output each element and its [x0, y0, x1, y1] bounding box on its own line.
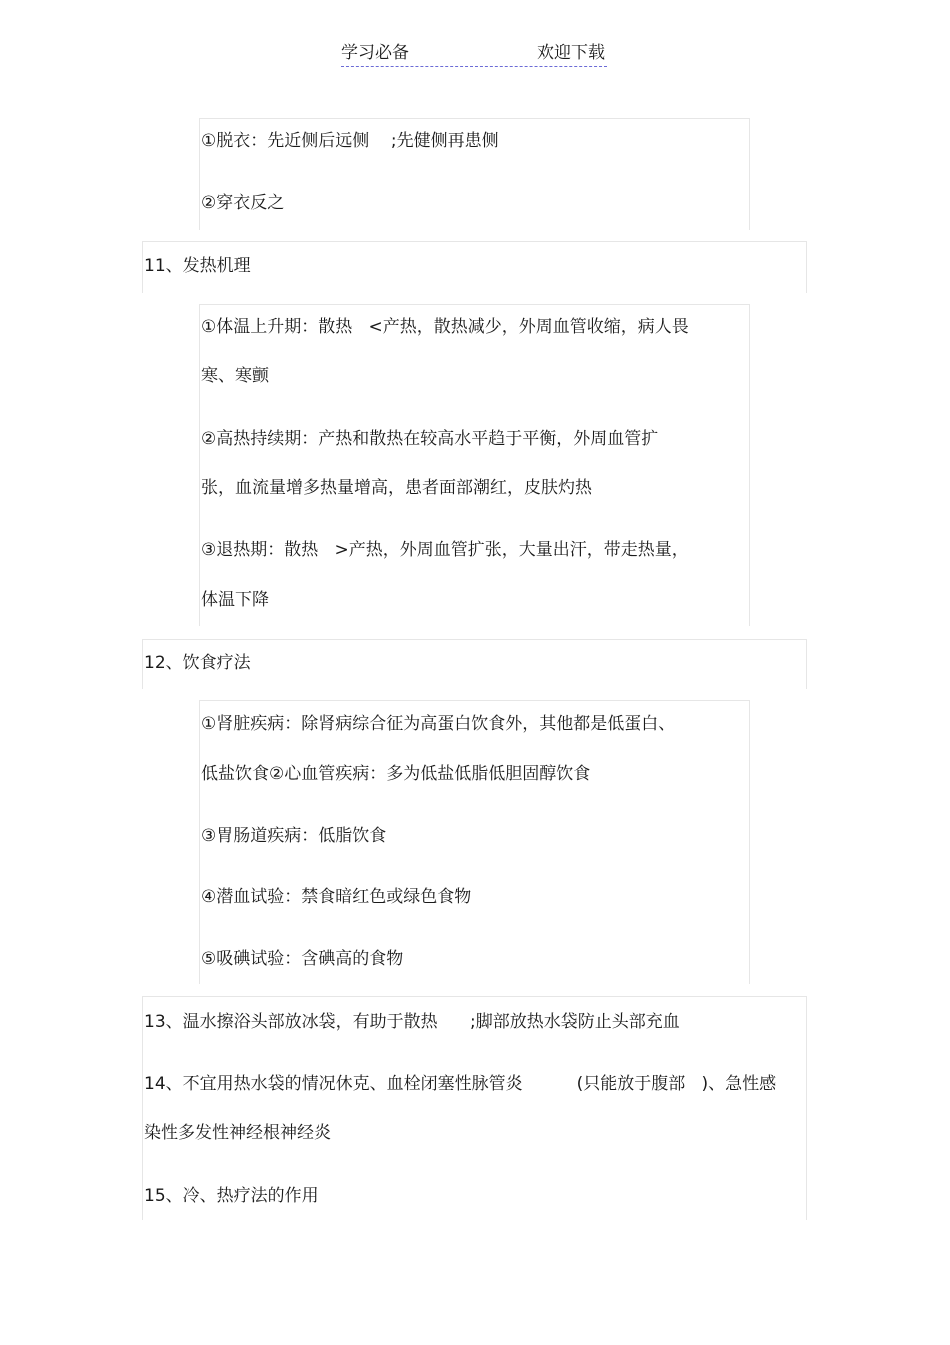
text-line: ③退热期：散热 >产热，外周血管扩张，大量出汗，带走热量， — [201, 540, 689, 560]
text-line: ⑤吸碘试验：含碘高的食物 — [201, 949, 404, 969]
section-heading: 14、不宜用热水袋的情况休克、血栓闭塞性脉管炎 (只能放于腹部 )、急性感 — [144, 1074, 777, 1094]
section-heading: 13、温水擦浴头部放冰袋，有助于散热 ;脚部放热水袋防止头部充血 — [144, 1012, 680, 1032]
section-frame — [199, 304, 750, 626]
text-line: ①肾脏疾病：除肾病综合征为高蛋白饮食外，其他都是低蛋白、 — [201, 714, 676, 734]
text-line: ①脱衣：先近侧后远侧 ;先健侧再患侧 — [201, 131, 499, 151]
section-heading: 15、冷、热疗法的作用 — [144, 1186, 319, 1206]
text-line: ③胃肠道疾病：低脂饮食 — [201, 826, 387, 846]
text-line: ④潜血试验：禁食暗红色或绿色食物 — [201, 887, 472, 907]
text-line: 张，血流量增多热量增高，患者面部潮红，皮肤灼热 — [201, 478, 592, 498]
header-left-text: 学习必备 — [341, 43, 409, 63]
header-right-text: 欢迎下载 — [537, 43, 605, 63]
text-line: ①体温上升期：散热 <产热，散热减少，外周血管收缩，病人畏 — [201, 317, 689, 337]
page-header — [341, 40, 607, 67]
text-line: 染性多发性神经根神经炎 — [144, 1123, 331, 1143]
text-line: 低盐饮食②心血管疾病：多为低盐低脂低胆固醇饮食 — [201, 764, 591, 784]
text-line: ②穿衣反之 — [201, 193, 285, 213]
section-heading: 12、饮食疗法 — [144, 653, 251, 673]
section-heading: 11、发热机理 — [144, 256, 251, 276]
text-line: 体温下降 — [201, 590, 269, 610]
text-line: 寒、寒颤 — [201, 366, 269, 386]
text-line: ②高热持续期：产热和散热在较高水平趋于平衡，外周血管扩 — [201, 429, 659, 449]
